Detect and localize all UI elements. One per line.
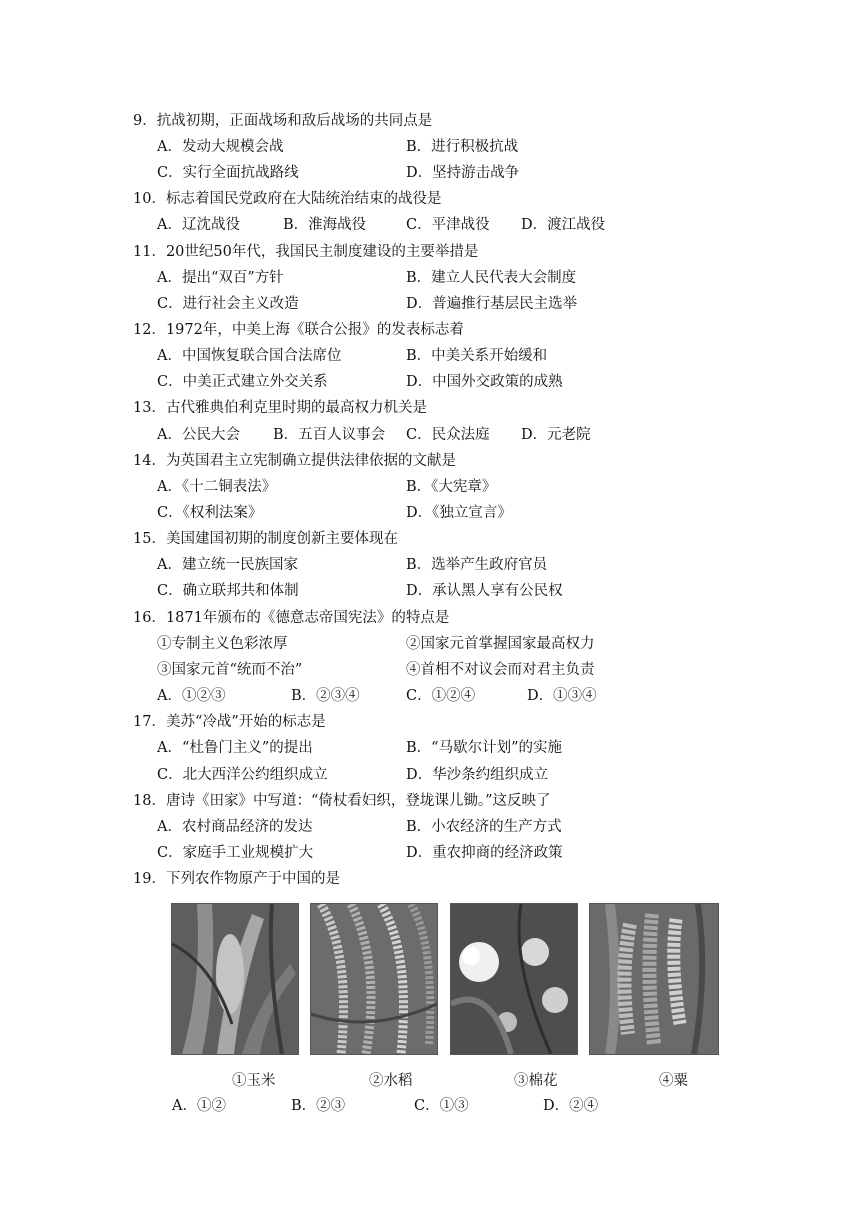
q19-option-c: C．①③ (414, 1098, 469, 1114)
question-13-stem: 13．古代雅典伯利克里时期的最高权力机关是 (133, 400, 427, 416)
q14-option-a: A．《十二铜表法》 (157, 479, 277, 495)
q18-option-a: A．农村商品经济的发达 (157, 819, 313, 835)
q16-option-a: A．①②③ (157, 688, 226, 704)
crop-photos (171, 903, 719, 1055)
q14-option-c: C．《权利法案》 (157, 505, 263, 521)
q11-option-a: A．提出“双百”方针 (157, 270, 284, 286)
caption-millet: ④粟 (659, 1073, 688, 1089)
q10-option-c: C．平津战役 (406, 217, 490, 233)
q12-option-c: C．中美正式建立外交关系 (157, 374, 328, 390)
q13-option-d: D．元老院 (521, 427, 591, 443)
q12-option-d: D．中国外交政策的成熟 (406, 374, 563, 390)
q18-option-d: D．重农抑商的经济政策 (406, 845, 563, 861)
q19-option-d: D．②④ (543, 1098, 599, 1114)
q18-option-c: C．家庭手工业规模扩大 (157, 845, 314, 861)
q15-option-b: B．选举产生政府官员 (406, 557, 548, 573)
q16-option-c: C．①②④ (406, 688, 476, 704)
q14-option-d: D．《独立宣言》 (406, 505, 512, 521)
q14-option-b: B．《大宪章》 (406, 479, 497, 495)
caption-rice: ②水稻 (369, 1073, 413, 1089)
q16-statement-1: ①专制主义色彩浓厚 (157, 636, 288, 652)
q19-option-a: A．①② (172, 1098, 226, 1114)
question-16-stem: 16．1871年颁布的《德意志帝国宪法》的特点是 (133, 610, 450, 626)
corn-photo (171, 903, 299, 1055)
q15-option-a: A．建立统一民族国家 (157, 557, 298, 573)
question-18-stem: 18．唐诗《田家》中写道：“倚杖看妇织，登垅课儿锄。”这反映了 (133, 793, 551, 809)
q16-option-d: D．①③④ (527, 688, 597, 704)
q12-option-a: A．中国恢复联合国合法席位 (157, 348, 342, 364)
q18-option-b: B．小农经济的生产方式 (406, 819, 562, 835)
question-19-stem: 19．下列农作物原产于中国的是 (133, 871, 340, 887)
q11-option-d: D．普遍推行基层民主选举 (406, 296, 578, 312)
millet-photo (589, 903, 719, 1055)
q17-option-c: C．北大西洋公约组织成立 (157, 767, 328, 783)
q9-option-c: C．实行全面抗战路线 (157, 165, 299, 181)
q17-option-b: B．“马歇尔计划”的实施 (406, 740, 562, 756)
q16-option-b: B．②③④ (291, 688, 360, 704)
q15-option-d: D．承认黑人享有公民权 (406, 583, 563, 599)
q9-option-b: B．进行积极抗战 (406, 139, 519, 155)
q17-option-a: A．“杜鲁门主义”的提出 (157, 740, 313, 756)
caption-corn: ①玉米 (232, 1073, 276, 1089)
q11-option-c: C．进行社会主义改造 (157, 296, 299, 312)
q10-option-a: A．辽沈战役 (157, 217, 240, 233)
q10-option-b: B．淮海战役 (283, 217, 367, 233)
cotton-photo (450, 903, 578, 1055)
q13-option-b: B．五百人议事会 (273, 427, 386, 443)
q9-option-a: A．发动大规模会战 (157, 139, 284, 155)
q11-option-b: B．建立人民代表大会制度 (406, 270, 577, 286)
q16-statement-2: ②国家元首掌握国家最高权力 (406, 636, 595, 652)
question-9-stem: 9．抗战初期，正面战场和敌后战场的共同点是 (133, 113, 433, 129)
q13-option-a: A．公民大会 (157, 427, 240, 443)
question-12-stem: 12．1972年，中美上海《联合公报》的发表标志着 (133, 322, 464, 338)
question-14-stem: 14．为英国君主立宪制确立提供法律依据的文献是 (133, 453, 456, 469)
q17-option-d: D．华沙条约组织成立 (406, 767, 549, 783)
caption-cotton: ③棉花 (514, 1073, 558, 1089)
question-17-stem: 17．美苏“冷战”开始的标志是 (133, 714, 326, 730)
q15-option-c: C．确立联邦共和体制 (157, 583, 299, 599)
q12-option-b: B．中美关系开始缓和 (406, 348, 548, 364)
q16-statement-3: ③国家元首“统而不治” (157, 662, 303, 678)
question-15-stem: 15．美国建国初期的制度创新主要体现在 (133, 531, 398, 547)
q19-option-b: B．②③ (291, 1098, 346, 1114)
q13-option-c: C．民众法庭 (406, 427, 490, 443)
rice-photo (310, 903, 438, 1055)
q16-statement-4: ④首相不对议会而对君主负责 (406, 662, 595, 678)
question-11-stem: 11．20世纪50年代，我国民主制度建设的主要举措是 (133, 244, 479, 260)
q9-option-d: D．坚持游击战争 (406, 165, 520, 181)
question-10-stem: 10．标志着国民党政府在大陆统治结束的战役是 (133, 191, 442, 207)
q10-option-d: D．渡江战役 (521, 217, 606, 233)
